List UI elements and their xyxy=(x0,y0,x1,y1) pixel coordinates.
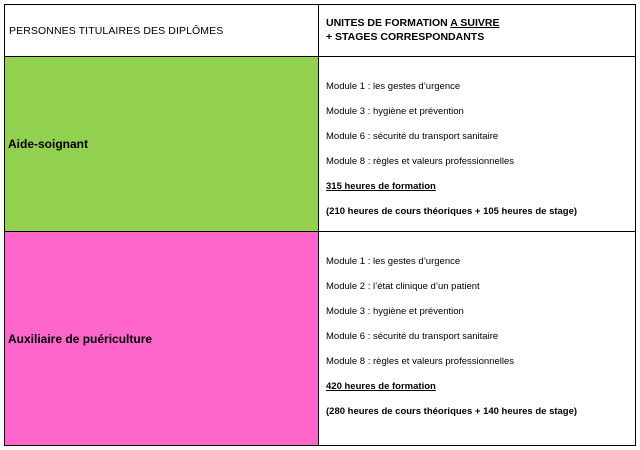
row-aide-soignant-title xyxy=(5,57,319,232)
row-auxiliaire-title xyxy=(5,232,319,445)
total-hours: 420 heures de formation xyxy=(326,381,436,392)
module-item: Module 6 : sécurité du transport sanitaire xyxy=(326,131,499,142)
hours-detail: (210 heures de cours théoriques + 105 heures de stage) xyxy=(326,206,578,217)
module-item: Module 1 : les gestes d’urgence xyxy=(326,81,461,92)
header-units-line2: + STAGES CORRESPONDANTS xyxy=(326,31,485,43)
module-item: Module 8 : règles et valeurs professionnelles xyxy=(326,356,514,367)
module-item: Module 3 : hygiène et prévention xyxy=(326,306,464,317)
header-units-underlined: A SUIVRE xyxy=(450,17,500,29)
row-aide-soignant-units xyxy=(319,57,635,232)
module-item: Module 6 : sécurité du transport sanitaire xyxy=(326,331,499,342)
total-hours: 315 heures de formation xyxy=(326,181,436,192)
auxiliaire-label: Auxiliaire de puériculture xyxy=(8,331,153,346)
training-table xyxy=(4,4,636,446)
row-auxiliaire-units xyxy=(319,232,635,445)
header-units-text: UNITES DE FORMATION xyxy=(326,17,451,29)
module-item: Module 8 : règles et valeurs professionnelles xyxy=(326,156,514,167)
header-diplomas xyxy=(5,5,319,57)
aide-soignant-label: Aide-soignant xyxy=(8,137,88,151)
header-diplomas-label: PERSONNES TITULAIRES DES DIPLÔMES xyxy=(9,24,224,37)
hours-detail: (280 heures de cours théoriques + 140 heures de stage) xyxy=(326,406,578,417)
module-item: Module 3 : hygiène et prévention xyxy=(326,106,464,117)
header-units-line1 xyxy=(326,16,635,30)
header-units xyxy=(319,5,635,57)
module-item: Module 1 : les gestes d’urgence xyxy=(326,256,461,267)
module-item: Module 2 : l’état clinique d’un patient xyxy=(326,281,480,292)
